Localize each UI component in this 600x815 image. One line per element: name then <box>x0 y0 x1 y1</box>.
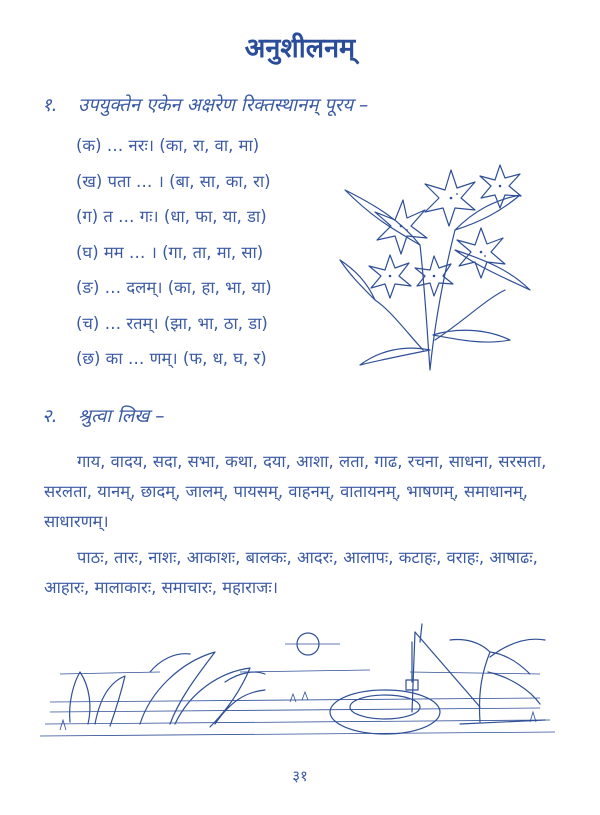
exercise-2-heading <box>42 403 165 428</box>
exercise-1-heading <box>42 92 368 117</box>
page-title: अनुशीलनम् <box>244 33 356 64</box>
exercise-2-instruction: श्रुत्वा लिख – <box>78 406 165 427</box>
page-number: ३१ <box>292 767 308 785</box>
exercise-2-words-block <box>44 447 564 603</box>
exercise-1-item-kha: (ख) पता … । (बा, सा, का, रा) <box>76 171 271 191</box>
exercise-1-number: १. <box>42 95 58 116</box>
exercise-2-paragraph-2: पाठः, तारः, नाशः, आकाशः, बालकः, आदरः, आलापः, कटाहः, वराहः, आषाढः, आहारः, मालाकारः, समाचारः, महाराजः। <box>44 548 538 597</box>
village-well-landscape-illustration <box>40 612 560 752</box>
exercise-1-item-cha: (च) … रतम्। (झा, भा, ठा, डा) <box>76 313 268 333</box>
exercise-1-item-ka: (क) … नरः। (का, रा, वा, मा) <box>76 136 260 155</box>
exercise-1-item-nga: (ङ) … दलम्। (का, हा, भा, या) <box>76 278 272 297</box>
exercise-2-number: २. <box>42 406 58 427</box>
flower-plant-illustration <box>335 150 535 375</box>
exercise-1-instruction: उपयुक्तेन एकेन अक्षरेण रिक्तस्थानम् पूरय – <box>78 95 369 116</box>
exercise-1-items <box>76 133 272 382</box>
exercise-1-item-gha: (घ) मम … । (गा, ता, मा, सा) <box>76 242 264 262</box>
exercise-1-item-ga: (ग) त … गः। (धा, फा, या, डा) <box>76 207 267 226</box>
exercise-2-paragraph-1: गाय, वादय, सदा, सभा, कथा, दया, आशा, लता, गाढ, रचना, साधना, सरसता, सरलता, यानम्, छादम्, जालम्, पायसम्, वाहनम्, वातायनम्, भाषणम्, समाधानम्, साधारणम्। <box>44 452 547 531</box>
exercise-1-item-chha: (छ) का … णम्। (फ, ध, घ, र) <box>76 349 267 368</box>
